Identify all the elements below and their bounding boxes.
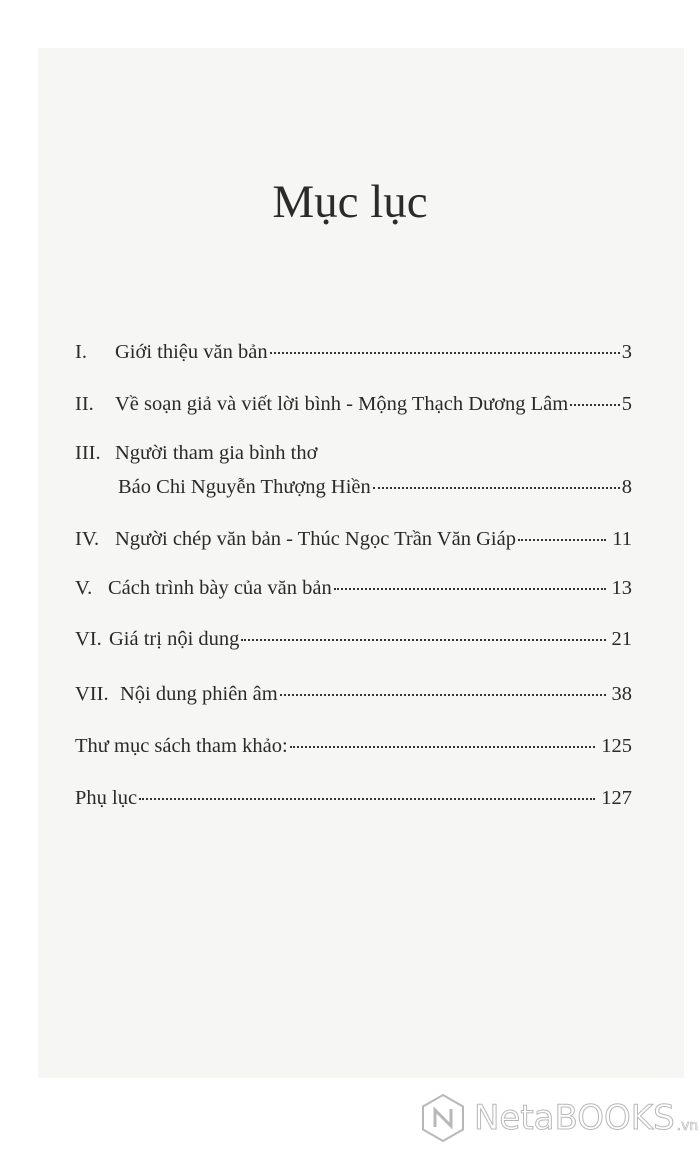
toc-label: Người chép văn bản - Thúc Ngọc Trần Văn Giáp bbox=[115, 528, 516, 550]
toc-leader bbox=[290, 746, 596, 748]
toc-number: IV. bbox=[75, 528, 100, 550]
toc-entry-3-continued bbox=[118, 475, 632, 499]
toc-page: 11 bbox=[612, 528, 632, 550]
toc-page: 13 bbox=[611, 577, 632, 599]
toc-entry-bibliography bbox=[75, 734, 632, 758]
toc-page: 127 bbox=[601, 787, 632, 809]
watermark bbox=[418, 1086, 700, 1150]
toc-number: V. bbox=[75, 577, 93, 599]
toc-label: Phụ lục bbox=[75, 787, 138, 809]
toc-entry-6 bbox=[75, 627, 632, 651]
watermark-brand: NetaBOOKS bbox=[474, 1098, 675, 1138]
toc-leader bbox=[570, 404, 620, 406]
toc-page: 38 bbox=[611, 683, 632, 705]
toc-page: 8 bbox=[621, 476, 632, 498]
toc-entry-7 bbox=[75, 682, 632, 706]
toc-page: 3 bbox=[621, 341, 632, 363]
toc-entry-5 bbox=[75, 576, 632, 600]
toc-label: Thư mục sách tham khảo: bbox=[75, 735, 288, 757]
toc-number: VI. bbox=[75, 628, 102, 650]
page-title: Mục lục bbox=[272, 176, 428, 228]
toc-leader bbox=[241, 639, 605, 641]
toc-page: 5 bbox=[621, 393, 632, 415]
toc-label: Giới thiệu văn bản bbox=[115, 341, 268, 363]
toc-number: I. bbox=[75, 341, 87, 363]
toc-label: Nội dung phiên âm bbox=[120, 683, 278, 705]
toc-number: II. bbox=[75, 393, 94, 415]
toc-page: 125 bbox=[601, 735, 632, 757]
toc-number: VII. bbox=[75, 683, 109, 705]
toc-page: 21 bbox=[611, 628, 632, 650]
toc-number: III. bbox=[75, 442, 101, 464]
neta-logo-icon bbox=[418, 1093, 468, 1143]
toc-entry-1 bbox=[75, 340, 632, 364]
toc-entry-3 bbox=[75, 441, 632, 465]
toc-label: Về soạn giả và viết lời bình - Mộng Thạch Dương Lâm bbox=[115, 393, 569, 415]
toc-leader bbox=[139, 798, 595, 800]
toc-entry-4 bbox=[75, 527, 632, 551]
toc-leader bbox=[518, 539, 606, 541]
toc-leader bbox=[373, 487, 620, 489]
toc-entry-2 bbox=[75, 392, 632, 416]
toc-label-continued: Báo Chi Nguyễn Thượng Hiền bbox=[118, 476, 371, 498]
toc-leader bbox=[270, 352, 620, 354]
toc-label: Giá trị nội dung bbox=[109, 628, 240, 650]
watermark-suffix: .vn bbox=[676, 1118, 699, 1134]
toc-leader bbox=[334, 588, 606, 590]
toc-label: Người tham gia bình thơ bbox=[115, 442, 318, 464]
toc-entry-appendix bbox=[75, 786, 632, 810]
toc-leader bbox=[280, 694, 606, 696]
toc-label: Cách trình bày của văn bản bbox=[108, 577, 332, 599]
